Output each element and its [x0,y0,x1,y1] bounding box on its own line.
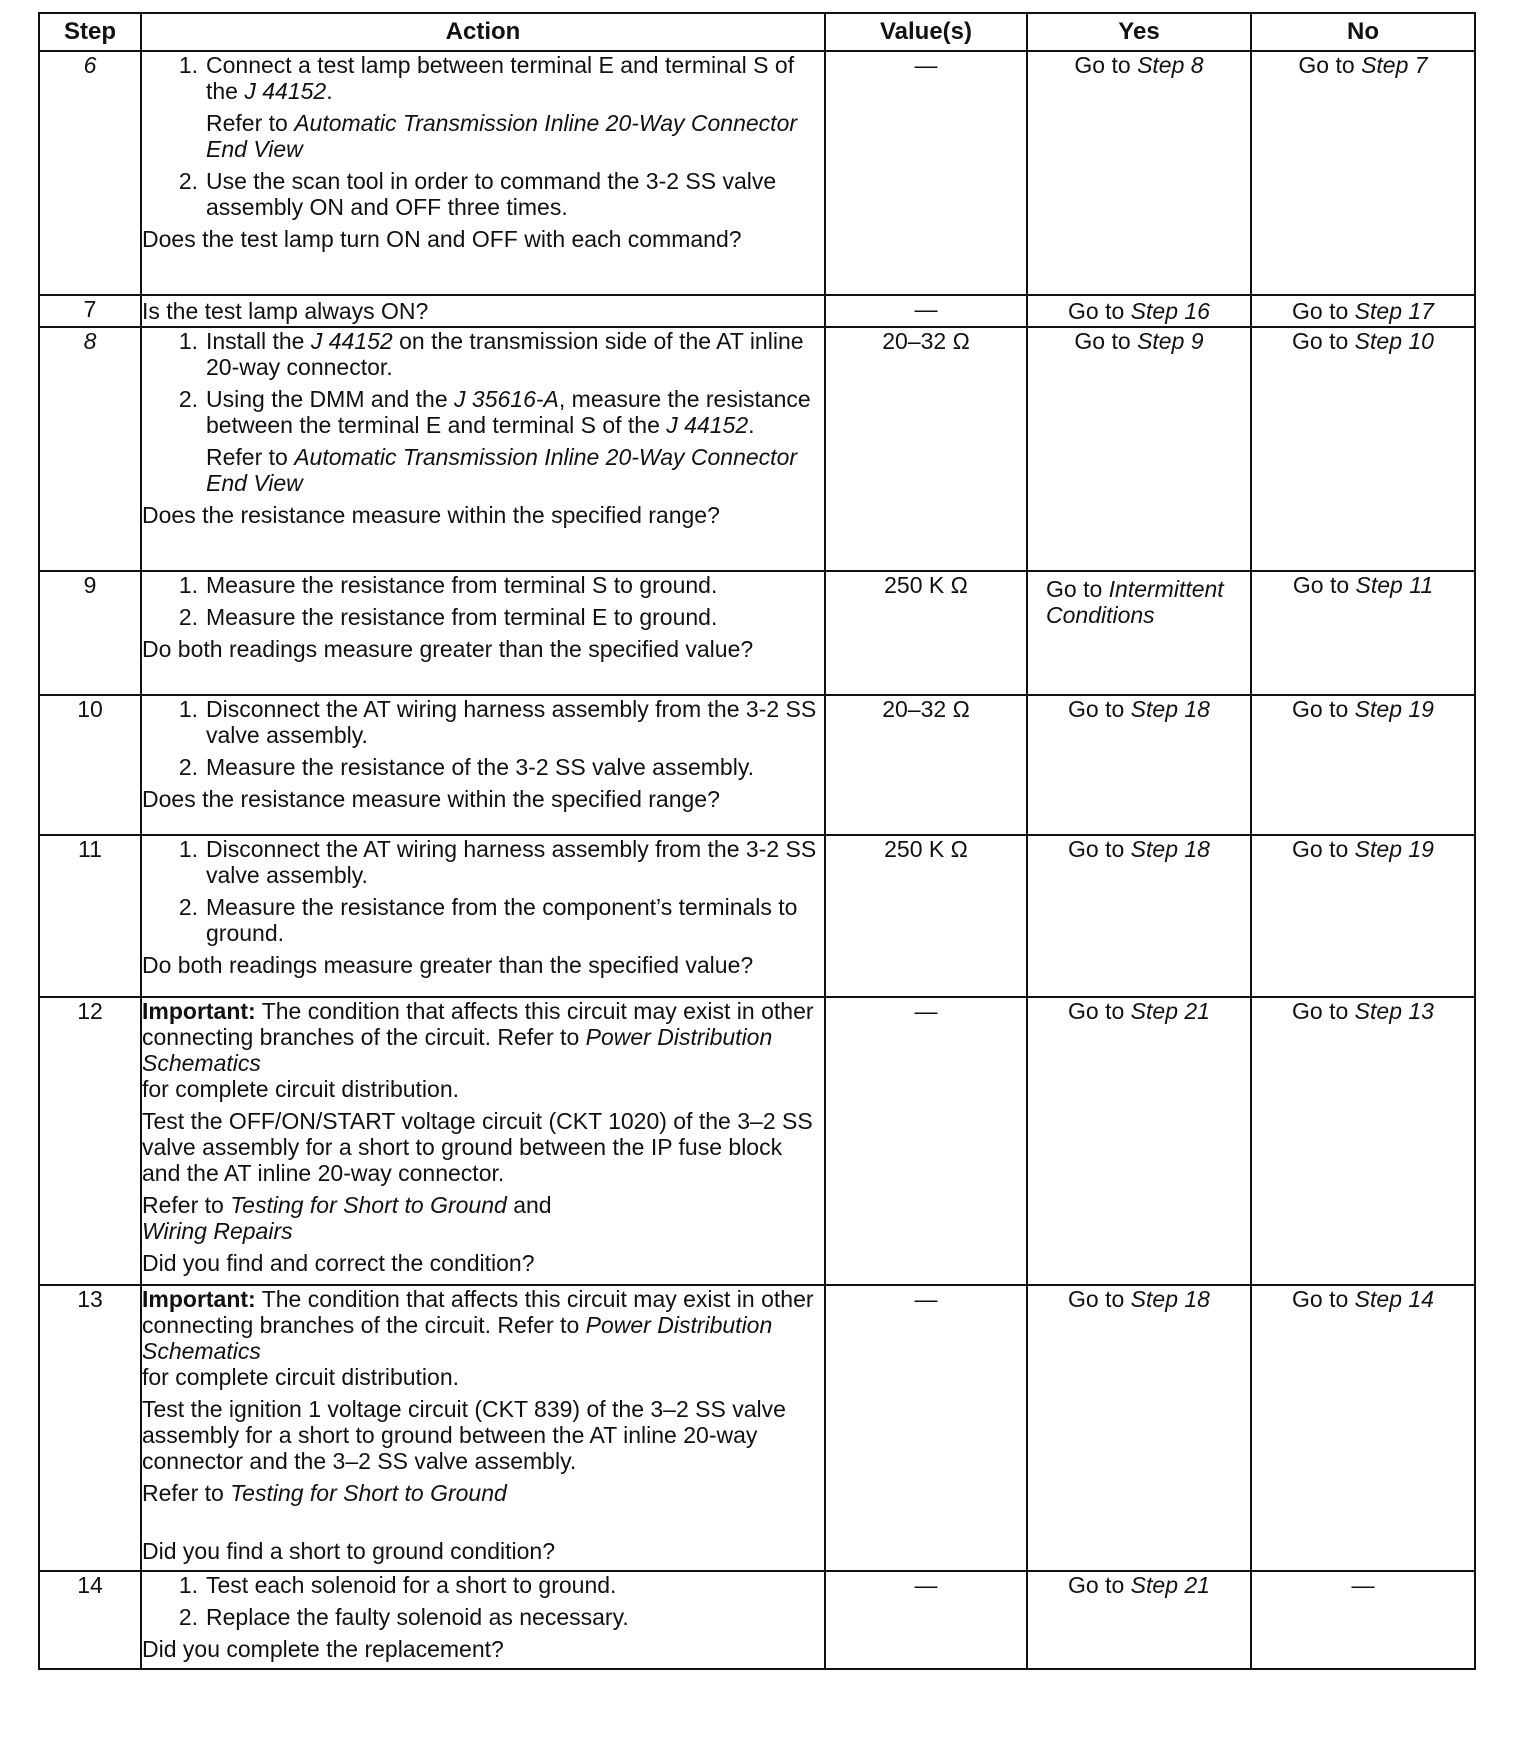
test-instruction: Test the OFF/ON/START voltage circuit (CKT 1020) of the 3–2 SS valve assembly for a short to ground between the IP fuse block and the AT inline 20-way connector. [142,1108,813,1186]
goto-label: Go to [1074,52,1131,78]
action-step-1 [142,52,824,104]
step-number: 8 [39,327,141,571]
goto-label: Go to [1074,328,1131,354]
important-note [142,1286,824,1390]
header-action: Action [141,13,825,51]
no-target[interactable]: Step 17 [1354,298,1434,324]
action-text: Measure the resistance from terminal S to ground. [206,572,718,598]
value-cell: — [825,1285,1027,1571]
action-text: Use the scan tool in order to command the 3-2 SS valve assembly ON and OFF three times. [206,168,777,220]
goto-label: Go to [1292,298,1349,324]
action-step-2 [142,604,824,630]
reference-link[interactable]: Power Distribution Schematics [142,1024,773,1076]
important-text: The condition that affects this circuit may exist in other connecting branches of the circuit. Refer to [142,1286,814,1338]
action-cell [141,997,825,1285]
important-label: Important: [142,1286,256,1312]
goto-label: Go to [1292,328,1349,354]
value-cell: — [825,51,1027,295]
important-text-end: for complete circuit distribution. [142,1364,460,1390]
goto-label: Go to [1068,998,1125,1024]
header-no: No [1251,13,1475,51]
yes-cell[interactable] [1027,1285,1251,1571]
step-number: 14 [39,1571,141,1669]
reference-note [142,1480,824,1506]
step-number: 6 [39,51,141,295]
ref-conjunction: and [506,1192,552,1218]
no-target[interactable]: Step 19 [1354,836,1434,862]
no-cell[interactable] [1251,835,1475,997]
yes-cell[interactable] [1027,835,1251,997]
tool-reference: J 44152 [244,78,327,104]
item-number: 2. [178,168,198,194]
action-text-mid: , measure the resistance between the terminal E and terminal S of the [206,386,811,438]
action-step-2 [142,754,824,780]
step-number: 13 [39,1285,141,1571]
no-target[interactable]: Step 10 [1354,328,1434,354]
goto-label: Go to [1298,52,1355,78]
reference-link[interactable]: Wiring Repairs [142,1218,293,1244]
value-cell: — [825,997,1027,1285]
action-cell [141,1285,825,1571]
value-cell: 20–32 Ω [825,327,1027,571]
test-instruction: Test the ignition 1 voltage circuit (CKT 839) of the 3–2 SS valve assembly for a short to ground between the AT inline 20-way connector and the 3–2 SS valve assembly. [142,1396,786,1474]
question: Does the resistance measure within the specified range? [142,786,720,812]
action-cell [141,327,825,571]
item-number: 1. [178,52,198,78]
value-cell: 250 K Ω [825,835,1027,997]
no-cell[interactable] [1251,571,1475,695]
no-cell[interactable] [1251,997,1475,1285]
yes-target[interactable]: Step 8 [1137,52,1204,78]
action-text-end: . [748,412,755,438]
action-step-1 [142,328,824,380]
value-cell: 250 K Ω [825,571,1027,695]
question: Do both readings measure greater than the specified value? [142,952,754,978]
reference-link[interactable]: Testing for Short to Ground [230,1192,507,1218]
action-text: Install the [206,328,311,354]
no-cell[interactable] [1251,695,1475,835]
no-cell: — [1251,1571,1475,1669]
yes-target[interactable]: Step 9 [1137,328,1204,354]
yes-target[interactable]: Step 18 [1130,1286,1210,1312]
yes-target[interactable]: Step 18 [1130,696,1210,722]
no-target[interactable]: Step 7 [1361,52,1428,78]
reference-link[interactable]: Testing for Short to Ground [230,1480,507,1506]
reference-note [142,1192,824,1244]
value-cell: 20–32 Ω [825,695,1027,835]
question: Did you find a short to ground condition? [142,1538,555,1564]
item-number: 1. [178,1572,198,1598]
question: Does the test lamp turn ON and OFF with each command? [142,226,742,252]
table-row [39,51,1475,295]
action-text: Disconnect the AT wiring harness assembly from the 3-2 SS valve assembly. [206,696,817,748]
value-cell: — [825,295,1027,327]
yes-target[interactable]: Intermittent Conditions [1046,576,1224,628]
header-row [39,13,1475,51]
action-text: Connect a test lamp between terminal E and terminal S of the [206,52,795,104]
question: Does the resistance measure within the specified range? [142,502,720,528]
item-number: 2. [178,604,198,630]
diagnostic-table-page [38,12,1474,1670]
no-cell[interactable] [1251,1285,1475,1571]
table-row [39,835,1475,997]
action-text-end: . [326,78,333,104]
action-text: Measure the resistance of the 3-2 SS valve assembly. [206,754,755,780]
goto-label: Go to [1068,836,1125,862]
action-step-2 [142,386,824,438]
yes-target[interactable]: Step 18 [1130,836,1210,862]
action-cell [141,835,825,997]
reference-link[interactable]: Automatic Transmission Inline 20-Way Connector End View [206,110,798,162]
diagnostic-table [38,12,1476,1670]
important-text: The condition that affects this circuit may exist in other connecting branches of the circuit. Refer to [142,998,814,1050]
action-text: Test each solenoid for a short to ground. [206,1572,617,1598]
item-number: 1. [178,328,198,354]
item-number: 2. [178,754,198,780]
table-row [39,695,1475,835]
value-cell: — [825,1571,1027,1669]
step-number: 11 [39,835,141,997]
action-step-2 [142,1604,824,1630]
header-values: Value(s) [825,13,1027,51]
action-step-2 [142,168,824,220]
item-number: 2. [178,894,198,920]
goto-label: Go to [1292,572,1350,598]
reference-note [142,110,824,162]
no-target[interactable]: Step 13 [1354,998,1434,1024]
reference-note [142,444,824,496]
header-step: Step [39,13,141,51]
action-text: Disconnect the AT wiring harness assembly from the 3-2 SS valve assembly. [206,836,817,888]
step-number: 9 [39,571,141,695]
question: Do both readings measure greater than the specified value? [142,636,754,662]
table-row [39,1571,1475,1669]
goto-label: Go to [1068,696,1125,722]
table-row [39,997,1475,1285]
goto-label: Go to [1068,1572,1125,1598]
yes-target[interactable]: Step 21 [1130,1572,1210,1598]
reference-link[interactable]: Power Distribution Schematics [142,1312,773,1364]
tool-reference: J 44152 [310,328,393,354]
important-label: Important: [142,998,256,1024]
item-number: 1. [178,696,198,722]
action-step-2 [142,894,824,946]
item-number: 1. [178,572,198,598]
goto-label: Go to [1292,836,1349,862]
no-cell[interactable] [1251,51,1475,295]
goto-label: Go to [1292,696,1349,722]
action-text: Using the DMM and the [206,386,455,412]
header-yes: Yes [1027,13,1251,51]
yes-cell[interactable] [1027,695,1251,835]
action-cell [141,295,825,327]
yes-cell[interactable] [1027,295,1251,327]
important-text-end: for complete circuit distribution. [142,1076,460,1102]
ref-prefix: Refer to [142,1480,231,1506]
goto-label: Go to [1068,1286,1125,1312]
reference-link[interactable]: Automatic Transmission Inline 20-Way Connector End View [206,444,798,496]
goto-label: Go to [1292,1286,1349,1312]
no-cell[interactable] [1251,327,1475,571]
action-cell [141,51,825,295]
step-number: 7 [39,295,141,327]
action-cell [141,1571,825,1669]
yes-target[interactable]: Step 21 [1130,998,1210,1024]
yes-target[interactable]: Step 16 [1130,298,1210,324]
table-row [39,295,1475,327]
goto-label: Go to [1068,298,1125,324]
question: Did you complete the replacement? [142,1636,504,1662]
goto-label: Go to [1046,576,1103,602]
action-step-1 [142,836,824,888]
goto-label: Go to [1292,998,1349,1024]
important-note [142,998,824,1102]
table-row [39,1285,1475,1571]
action-cell [141,695,825,835]
action-step-1 [142,572,824,598]
no-cell[interactable] [1251,295,1475,327]
table-row [39,327,1475,571]
action-text: Replace the faulty solenoid as necessary. [206,1604,629,1630]
no-target[interactable]: Step 11 [1355,572,1434,598]
yes-cell[interactable] [1027,1571,1251,1669]
question: Is the test lamp always ON? [142,298,429,324]
action-text: Measure the resistance from terminal E to ground. [206,604,718,630]
ref-prefix: Refer to [142,1192,231,1218]
no-target[interactable]: Step 14 [1354,1286,1434,1312]
action-step-1 [142,696,824,748]
tool-reference: J 35616-A [454,386,559,412]
table-row [39,571,1475,695]
step-number: 10 [39,695,141,835]
yes-cell[interactable] [1027,51,1251,295]
item-number: 2. [178,1604,198,1630]
ref-prefix: Refer to [206,110,295,136]
action-text-end: on the transmission side of the AT inline 20-way connector. [206,328,804,380]
yes-cell[interactable] [1027,571,1251,695]
item-number: 2. [178,386,198,412]
question: Did you find and correct the condition? [142,1250,535,1276]
tool-reference: J 44152 [666,412,749,438]
action-cell [141,571,825,695]
spacer [142,1512,824,1538]
yes-cell[interactable] [1027,997,1251,1285]
item-number: 1. [178,836,198,862]
action-text: Measure the resistance from the component’s terminals to ground. [206,894,798,946]
step-number: 12 [39,997,141,1285]
no-target[interactable]: Step 19 [1354,696,1434,722]
ref-prefix: Refer to [206,444,295,470]
action-step-1 [142,1572,824,1598]
yes-cell[interactable] [1027,327,1251,571]
